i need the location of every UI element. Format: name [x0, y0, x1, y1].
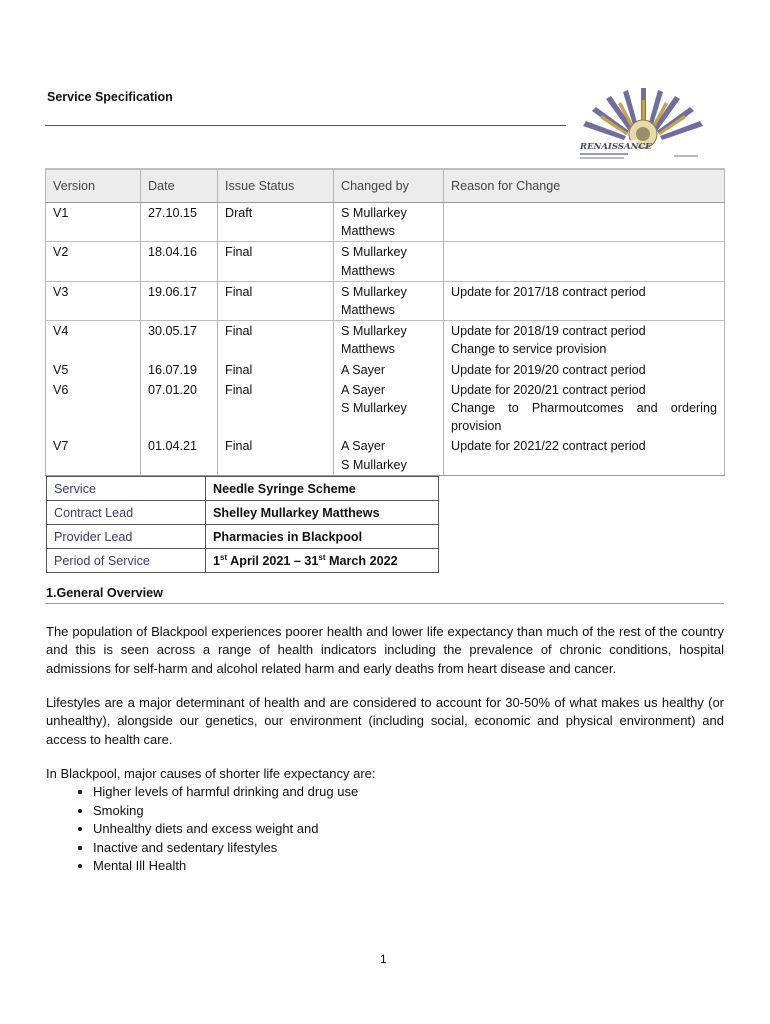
version-row	[46, 360, 725, 380]
changed-by-line: A Sayer	[341, 382, 386, 397]
cell-changed-by	[334, 281, 444, 320]
cell-version: V7	[46, 436, 141, 475]
cell-reason	[444, 360, 725, 380]
cell-status: Final	[218, 281, 334, 320]
version-row	[46, 380, 725, 437]
reason-line: Update for 2021/22 contract period	[451, 439, 646, 454]
cell-version: V3	[46, 281, 141, 320]
contract-lead-row	[47, 501, 439, 525]
cell-reason	[444, 203, 725, 242]
reason-line: Update for 2020/21 contract period	[451, 382, 646, 397]
provider-lead-label: Provider Lead	[47, 525, 206, 549]
version-history-table	[45, 168, 725, 476]
cell-reason	[444, 380, 725, 437]
period-of-service-label: Period of Service	[47, 549, 206, 573]
reason-line: Update for 2018/19 contract period	[451, 324, 646, 339]
contract-lead-value: Shelley Mullarkey Matthews	[206, 501, 439, 525]
period-start-day: 1	[213, 554, 221, 569]
version-row	[46, 281, 725, 320]
overview-paragraph: In Blackpool, major causes of shorter life expectancy are:	[46, 766, 376, 781]
version-row	[46, 321, 725, 360]
cell-version: V5	[46, 360, 141, 380]
service-details-table	[46, 476, 439, 573]
cell-status: Final	[218, 436, 334, 475]
cell-changed-by	[334, 321, 444, 360]
cell-date: 07.01.20	[141, 380, 218, 437]
changed-by-line: Matthews	[341, 263, 395, 278]
cell-status: Final	[218, 242, 334, 281]
contract-lead-label: Contract Lead	[47, 501, 206, 525]
changed-by-line: A Sayer	[341, 362, 386, 377]
version-table-header-row	[46, 169, 725, 203]
cell-changed-by	[334, 380, 444, 437]
cell-status: Final	[218, 380, 334, 437]
period-end-rest: March 2022	[325, 554, 398, 569]
period-start-rest: April 2021 – 31	[227, 554, 319, 569]
service-row	[47, 477, 439, 501]
list-item: • Higher levels of harmful drinking and drug use	[93, 783, 358, 802]
causes-list	[46, 783, 358, 876]
cell-reason	[444, 321, 725, 360]
cell-reason	[444, 436, 725, 475]
overview-paragraph: Lifestyles are a major determinant of health and are considered to account for 30-50% of what makes us healthy (or unhealthy), alongside our genetics, our environment (including social, economic and physical environment) and access to health care.	[46, 695, 724, 747]
cell-date: 16.07.19	[141, 360, 218, 380]
list-item: • Inactive and sedentary lifestyles	[93, 839, 358, 858]
document-title: Service Specification	[47, 90, 173, 104]
cell-reason	[444, 281, 725, 320]
list-item: • Unhealthy diets and excess weight and	[93, 820, 358, 839]
period-end-ordinal: st	[318, 552, 326, 562]
cell-changed-by	[334, 436, 444, 475]
period-of-service-row	[47, 549, 439, 573]
cell-date: 30.05.17	[141, 321, 218, 360]
cell-changed-by	[334, 242, 444, 281]
section-divider	[45, 603, 724, 604]
cell-changed-by	[334, 360, 444, 380]
logo-wordmark: RENAISSANCE	[580, 142, 652, 152]
cell-status: Draft	[218, 203, 334, 242]
renaissance-logo	[578, 86, 708, 166]
cell-status: Final	[218, 360, 334, 380]
changed-by-line: Matthews	[341, 342, 395, 357]
page-number: 1	[380, 952, 387, 966]
section-heading: 1.General Overview	[46, 586, 163, 600]
changed-by-line: S Mullarkey	[341, 401, 407, 416]
cell-version: V1	[46, 203, 141, 242]
version-row	[46, 203, 725, 242]
reason-line: Update for 2017/18 contract period	[451, 284, 646, 299]
reason-line: Update for 2019/20 contract period	[451, 362, 646, 377]
cell-date: 01.04.21	[141, 436, 218, 475]
header-version: Version	[46, 169, 141, 203]
cell-reason	[444, 242, 725, 281]
cell-date: 18.04.16	[141, 242, 218, 281]
list-item: • Smoking	[93, 802, 358, 821]
service-value: Needle Syringe Scheme	[206, 477, 439, 501]
provider-lead-value: Pharmacies in Blackpool	[206, 525, 439, 549]
header-changed-by: Changed by	[334, 169, 444, 203]
service-label: Service	[47, 477, 206, 501]
changed-by-line: S Mullarkey	[341, 245, 407, 260]
cell-version: V6	[46, 380, 141, 437]
period-of-service-value	[206, 549, 439, 573]
version-row	[46, 242, 725, 281]
changed-by-line: S Mullarkey	[341, 284, 407, 299]
title-divider	[45, 125, 566, 126]
cell-date: 27.10.15	[141, 203, 218, 242]
cell-date: 19.06.17	[141, 281, 218, 320]
header-date: Date	[141, 169, 218, 203]
provider-lead-row	[47, 525, 439, 549]
header-reason-for-change: Reason for Change	[444, 169, 725, 203]
reason-line: Change to Pharmoutcomes and ordering provision	[451, 401, 717, 434]
cell-status: Final	[218, 321, 334, 360]
cell-version: V2	[46, 242, 141, 281]
period-start-ordinal: st	[220, 552, 228, 562]
header-issue-status: Issue Status	[218, 169, 334, 203]
list-item: • Mental Ill Health	[93, 857, 358, 876]
changed-by-line: A Sayer	[341, 439, 386, 454]
changed-by-line: S Mullarkey	[341, 457, 407, 472]
overview-paragraph: The population of Blackpool experiences poorer health and lower life expectancy than much of the rest of the country and this is seen across a range of health indicators including the prevalence of chronic conditions, hospital admissions for self-harm and alcohol related harm and early deaths from heart disease and cancer.	[46, 624, 724, 676]
cell-changed-by	[334, 203, 444, 242]
changed-by-line: S Mullarkey	[341, 206, 407, 220]
changed-by-line: Matthews	[341, 303, 395, 318]
changed-by-line: S Mullarkey	[341, 324, 407, 339]
version-row	[46, 436, 725, 475]
reason-line: Change to service provision	[451, 342, 607, 357]
changed-by-line: Matthews	[341, 224, 395, 239]
cell-version: V4	[46, 321, 141, 360]
